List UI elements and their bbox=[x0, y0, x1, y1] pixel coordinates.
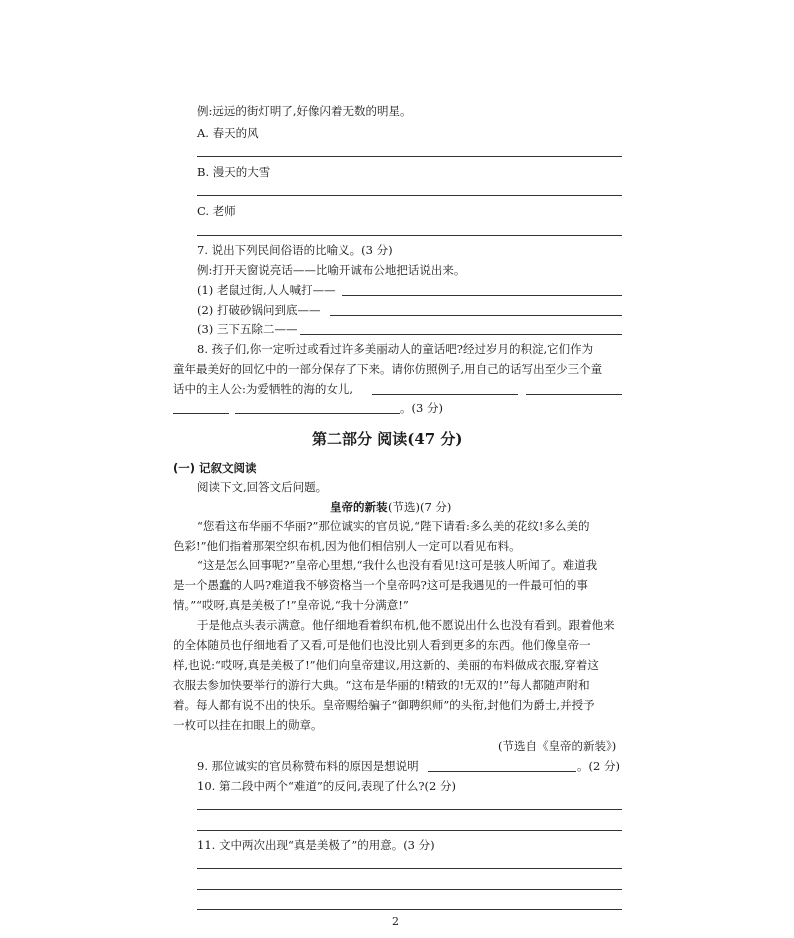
q10-answer-line-2[interactable] bbox=[197, 830, 622, 831]
q11-text: 11. 文中两次出现“真是美极了”的用意。(3 分) bbox=[197, 838, 435, 852]
q6-answer-line-c[interactable] bbox=[197, 235, 622, 236]
q7-answer-line-1[interactable] bbox=[342, 295, 622, 296]
q10-answer-line-1[interactable] bbox=[197, 809, 622, 810]
passage-p3-l5: 着。每人都有说不出的快乐。皇帝赐给骗子“御聘织师”的头衔,封他们为爵士,并授予 bbox=[173, 698, 595, 712]
q8-answer-blank-3[interactable] bbox=[173, 413, 229, 414]
q9-score: 。(2 分) bbox=[577, 759, 620, 773]
q6-answer-line-a[interactable] bbox=[197, 156, 622, 157]
passage-p3-l6: 一枚可以挂在扣眼上的勋章。 bbox=[173, 718, 323, 732]
part2-heading: 第二部分 阅读(47 分) bbox=[312, 430, 463, 448]
q6-option-a: A. 春天的风 bbox=[197, 126, 259, 140]
q11-answer-line-2[interactable] bbox=[197, 889, 622, 890]
q8-answer-blank-1[interactable] bbox=[372, 394, 518, 395]
q9-answer-blank[interactable] bbox=[428, 771, 576, 772]
q7-example: 例:打开天窗说亮话——比喻开诚布公地把话说出来。 bbox=[197, 263, 466, 277]
q7-item-1: (1) 老鼠过街,人人喊打—— bbox=[197, 283, 336, 297]
passage-p1-l1: “您看这布华丽不华丽?”那位诚实的官员说,“陛下请看:多么美的花纹!多么美的 bbox=[197, 519, 590, 533]
passage-p3-l1: 于是他点头表示满意。他仔细地看着织布机,他不愿说出什么也没有看到。跟着他来 bbox=[197, 618, 615, 632]
q11-answer-line-1[interactable] bbox=[197, 868, 622, 869]
q6-answer-line-b[interactable] bbox=[197, 195, 622, 196]
page-number: 2 bbox=[392, 915, 399, 928]
q6-example: 例:远远的街灯明了,好像闪着无数的明星。 bbox=[197, 104, 412, 118]
q6-option-c: C. 老师 bbox=[197, 204, 236, 218]
passage-source: (节选自《皇帝的新装》) bbox=[498, 739, 617, 753]
q8-line-1: 8. 孩子们,你一定听过或看过许多美丽动人的童话吧?经过岁月的积淀,它们作为 bbox=[197, 342, 594, 356]
q11-answer-line-3[interactable] bbox=[197, 909, 622, 910]
q7-answer-line-2[interactable] bbox=[330, 315, 622, 316]
q7-item-2: (2) 打破砂锅问到底—— bbox=[197, 303, 321, 317]
article-title: 皇帝的新装 bbox=[330, 500, 388, 514]
passage-p2-l1: “这是怎么回事呢?”皇帝心里想,“我什么也没有看见!这可是骇人听闻了。难道我 bbox=[197, 558, 598, 572]
q7-answer-line-3[interactable] bbox=[300, 334, 622, 335]
q8-answer-blank-4[interactable] bbox=[235, 413, 400, 414]
q7-item-3: (3) 三下五除二—— bbox=[197, 322, 298, 336]
passage-p2-l3: 情。”“哎呀,真是美极了!”皇帝说,“我十分满意!” bbox=[173, 598, 409, 612]
q10-text: 10. 第二段中两个“难道”的反问,表现了什么?(2 分) bbox=[197, 779, 456, 793]
q8-line-3: 话中的主人公:为爱牺牲的海的女儿, bbox=[173, 382, 354, 396]
reading-instruction: 阅读下文,回答文后问题。 bbox=[197, 480, 328, 494]
q7-title: 7. 说出下列民间俗语的比喻义。(3 分) bbox=[197, 243, 393, 257]
article-note: (节选)(7 分) bbox=[388, 500, 452, 514]
passage-p3-l4: 衣服去参加快要举行的游行大典。“这布是华丽的!精致的!无双的!”每人都随声附和 bbox=[173, 678, 590, 692]
passage-p1-l2: 色彩!”他们指着那架空织布机,因为他们相信别人一定可以看见布料。 bbox=[173, 539, 521, 553]
passage-p2-l2: 是一个愚蠢的人吗?难道我不够资格当一个皇帝吗?这可是我遇见的一件最可怕的事 bbox=[173, 578, 588, 592]
q8-score: 。(3 分) bbox=[400, 401, 443, 415]
q6-option-b: B. 漫天的大雪 bbox=[197, 165, 271, 179]
section-title: (一) 记叙文阅读 bbox=[173, 461, 257, 475]
q8-answer-blank-2[interactable] bbox=[526, 394, 622, 395]
passage-p3-l3: 样,也说:“哎呀,真是美极了!”他们向皇帝建议,用这新的、美丽的布料做成衣服,穿着这 bbox=[173, 658, 599, 672]
q9-text: 9. 那位诚实的官员称赞布料的原因是想说明 bbox=[197, 759, 419, 773]
q8-line-2: 童年最美好的回忆中的一部分保存了下来。请你仿照例子,用自己的话写出至少三个童 bbox=[173, 362, 603, 376]
passage-p3-l2: 的全体随员也仔细地看了又看,可是他们也没比别人看到更多的东西。他们像皇帝一 bbox=[173, 638, 591, 652]
